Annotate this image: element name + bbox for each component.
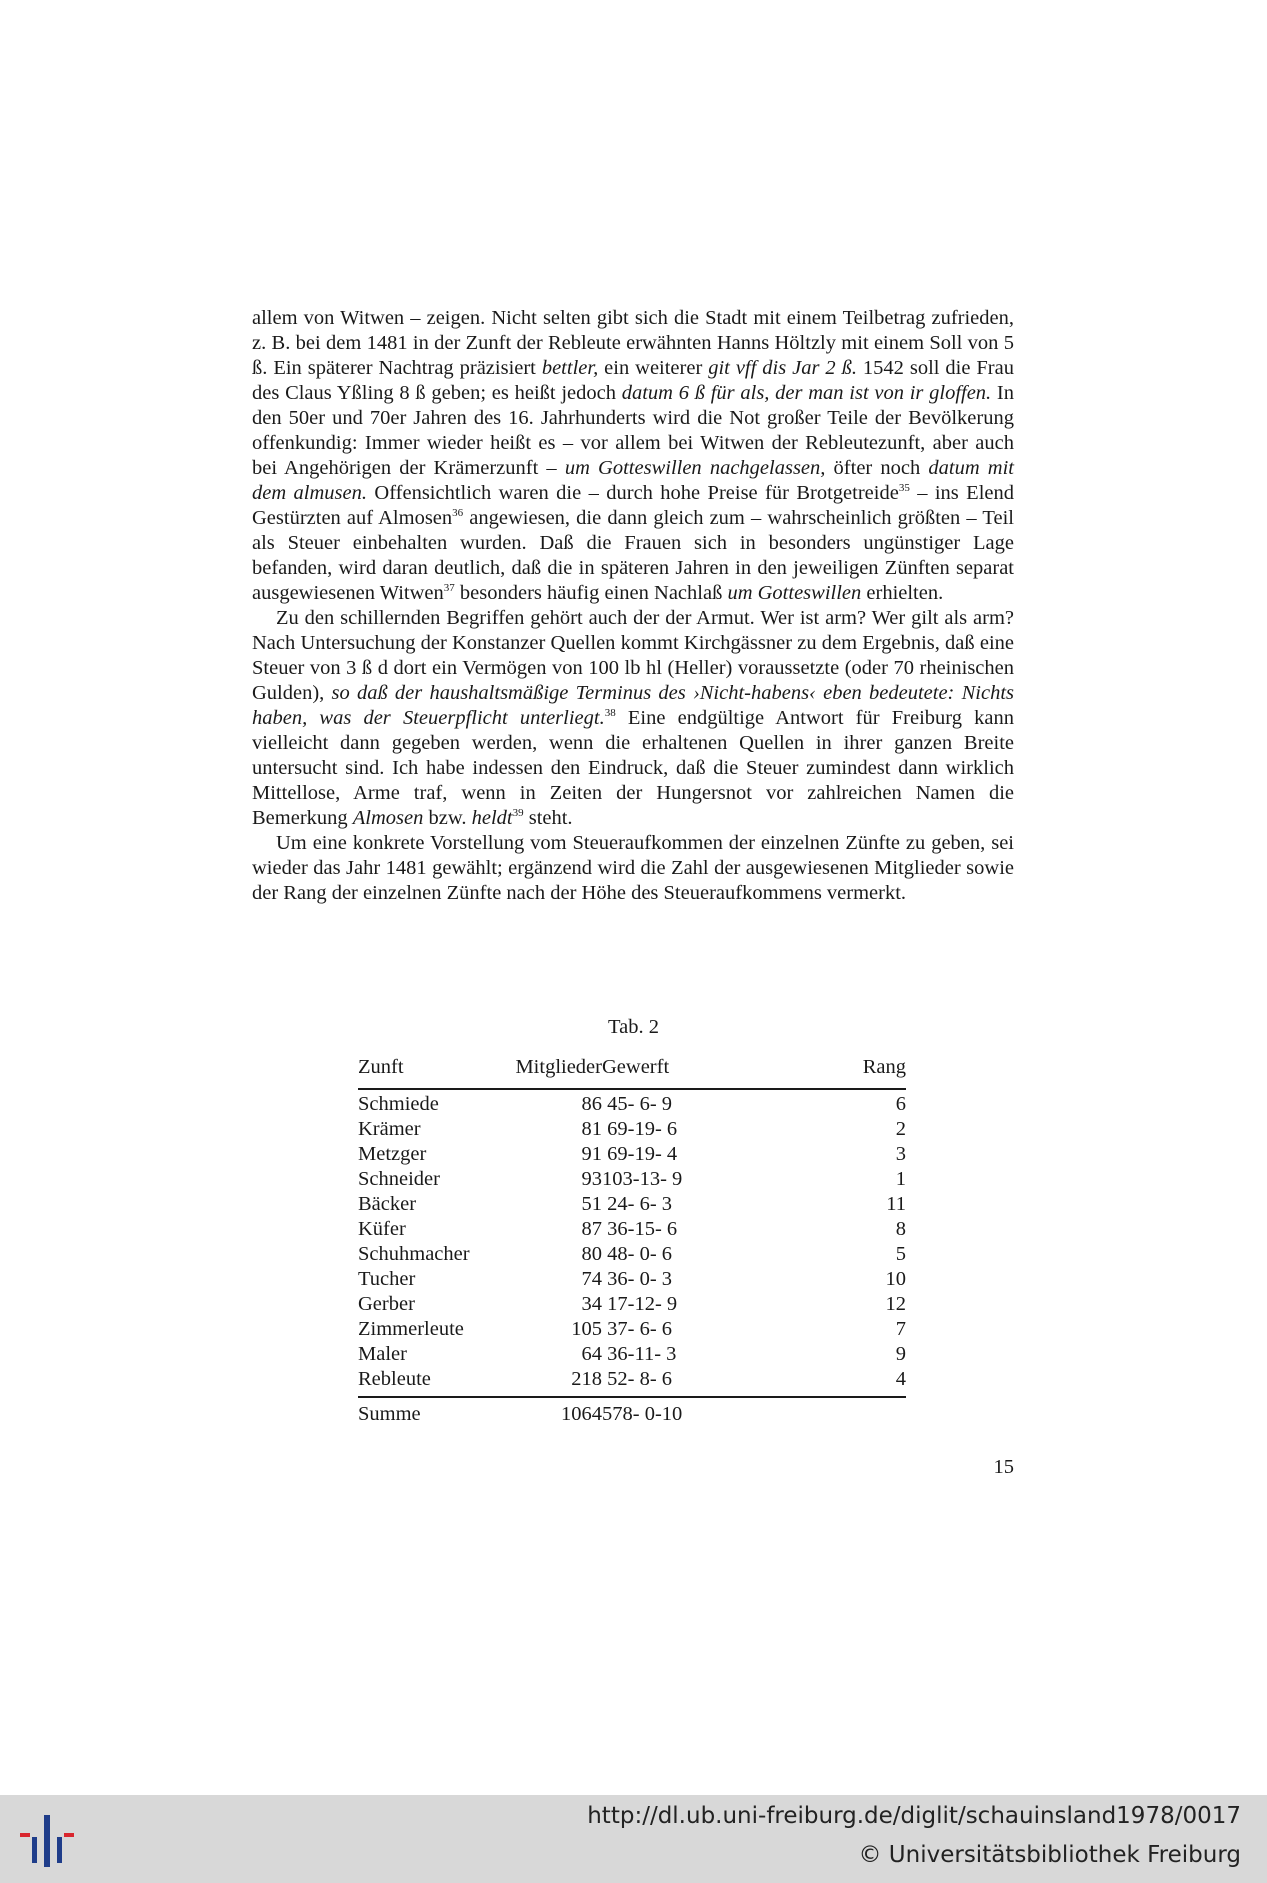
sum-paid: 578- 0-10 (602, 1402, 683, 1425)
cell-gewerft: 37- 6- 6 (602, 1318, 673, 1340)
text-span: Offensichtlich waren die – durch hohe Preise für Brotgetreide (367, 482, 899, 504)
italic-span: so daß der haushaltsmäßige Terminus des ›Nicht-habens‹ eben bedeutete: Nichts haben, was der Steuerpflicht unterliegt. (252, 682, 1014, 729)
italic-span: datum mit dem almusen. (252, 457, 1015, 504)
table-row (358, 1342, 906, 1367)
cell-mitglieder: 91 (581, 1143, 602, 1165)
header-mitglieder: Mitglieder (515, 1055, 602, 1078)
cell-zunft: Gerber (358, 1293, 415, 1315)
cell-gewerft: 48- 0- 6 (602, 1243, 673, 1265)
italic-span: um Gotteswillen nachgelassen, (564, 457, 826, 479)
cell-gewerft: 36-11- 3 (602, 1343, 677, 1365)
footnote-marker: 37 (443, 582, 455, 595)
table-caption (0, 1016, 1267, 1039)
paragraph (252, 606, 1014, 831)
table-row (358, 1089, 906, 1117)
cell-rang: 12 (885, 1293, 906, 1315)
cell-rang: 1 (895, 1168, 906, 1190)
table-header-row (358, 1052, 906, 1089)
footnote-marker: 35 (898, 482, 910, 495)
text-span: öfter noch (825, 457, 929, 479)
header-rang: Rang (862, 1055, 906, 1078)
text-span: steht. (523, 807, 573, 829)
cell-zunft: Zimmerleute (358, 1318, 464, 1340)
cell-zunft: Metzger (358, 1143, 427, 1165)
ub-freiburg-logo-icon (16, 1809, 80, 1873)
cell-gewerft: 36-15- 6 (602, 1218, 678, 1240)
table-row (358, 1242, 906, 1267)
table-row (358, 1267, 906, 1292)
text-span: Zu den schillernden Begriffen gehört auch der der Armut. Wer ist arm? Wer gilt als arm? Nach Untersuchung der Konstanzer Quellen kommt Kirchgässner zu dem Ergebnis, daß eine Steuer von 3 ß d dort ein Vermögen von 100 lb hl (Heller) voraussetzte (oder 70 rheinischen Gulden), (252, 607, 1014, 704)
body-text (252, 306, 1014, 906)
italic-span: git vff dis Jar 2 ß. (708, 357, 857, 379)
cell-rang: 8 (895, 1218, 906, 1240)
cell-gewerft: 45- 6- 9 (602, 1093, 673, 1115)
cell-zunft: Rebleute (358, 1368, 431, 1390)
text-span: 1542 soll die Frau des Claus Yßling 8 ß geben; es heißt jedoch (252, 357, 1014, 404)
logo-bar-left (32, 1837, 37, 1863)
cell-rang: 11 (886, 1193, 906, 1215)
table-row (358, 1142, 906, 1167)
sum-members: 1064 (561, 1402, 602, 1425)
cell-zunft: Schneider (358, 1168, 440, 1190)
cell-gewerft: 17-12- 9 (602, 1293, 678, 1315)
text-span: Um eine konkrete Vorstellung vom Steueraufkommen der einzelnen Zünfte zu geben, sei wieder das Jahr 1481 gewählt; ergänzend wird die Zahl der ausgewiesenen Mitglieder sowie der Rang der einzelnen Zünfte nach der Höhe des Steueraufkommens vermerkt. (252, 832, 1014, 904)
logo-dash-right (64, 1833, 74, 1837)
table-sum (358, 1397, 906, 1428)
table-row (358, 1167, 906, 1192)
cell-mitglieder: 81 (581, 1118, 602, 1140)
paragraph (252, 306, 1014, 606)
cell-mitglieder: 87 (581, 1218, 602, 1240)
guild-tax-table (358, 1052, 906, 1428)
cell-mitglieder: 34 (581, 1293, 602, 1315)
cell-gewerft: 69-19- 6 (602, 1118, 678, 1140)
cell-zunft: Krämer (358, 1118, 421, 1140)
viewer-footer (0, 1795, 1267, 1883)
cell-zunft: Schuhmacher (358, 1243, 470, 1265)
cell-zunft: Bäcker (358, 1193, 417, 1215)
permalink-url[interactable]: http://dl.ub.uni-freiburg.de/diglit/schauinsland1978/0017 (587, 1803, 1241, 1829)
italic-span: um Gotteswillen (727, 582, 862, 604)
table-row (358, 1317, 906, 1342)
text-span: erhielten. (861, 582, 944, 604)
copyright-notice: © Universitätsbibliothek Freiburg (858, 1842, 1241, 1868)
cell-gewerft: 36- 0- 3 (602, 1268, 673, 1290)
cell-gewerft: 103-13- 9 (602, 1168, 683, 1190)
cell-rang: 5 (895, 1243, 906, 1265)
cell-zunft: Maler (358, 1343, 407, 1365)
table-row (358, 1292, 906, 1317)
cell-zunft: Tucher (358, 1268, 416, 1290)
header-zunft: Zunft (358, 1055, 404, 1078)
cell-zunft: Schmiede (358, 1093, 439, 1115)
page-number: 15 (993, 1456, 1014, 1478)
cell-rang: 4 (895, 1368, 906, 1390)
footnote-marker: 39 (512, 807, 524, 820)
paragraph (252, 831, 1014, 906)
cell-mitglieder: 86 (581, 1093, 602, 1115)
sum-label: Summe (358, 1402, 421, 1425)
cell-rang: 3 (895, 1143, 906, 1165)
italic-span: bettler, (541, 357, 599, 379)
cell-gewerft: 69-19- 4 (602, 1143, 678, 1165)
cell-gewerft: 52- 8- 6 (602, 1368, 673, 1390)
cell-mitglieder: 93 (581, 1168, 602, 1190)
text-span: ein weiterer (598, 357, 709, 379)
footnote-marker: 38 (604, 707, 616, 720)
header-gewerft: Gewerft (602, 1055, 670, 1078)
cell-rang: 2 (895, 1118, 906, 1140)
italic-span: Almosen (352, 807, 424, 829)
sum-row (358, 1397, 906, 1428)
table-caption-label: Tab. 2 (608, 1016, 659, 1038)
text-span: angewiesen, die dann gleich zum – wahrscheinlich größten – Teil als Steuer einbehalten wurden. Daß die Frauen sich in besonders ungünstiger Lage befanden, wird daran deutlich, daß die in späteren Jahren in den jeweiligen Zünften separat ausgewiesenen Witwen (252, 507, 1014, 604)
cell-mitglieder: 51 (581, 1193, 602, 1215)
logo-bar-right (57, 1837, 62, 1863)
cell-gewerft: 24- 6- 3 (602, 1193, 673, 1215)
sum-rank-empty (802, 1397, 906, 1428)
table-row (358, 1217, 906, 1242)
footnote-marker: 36 (452, 507, 464, 520)
cell-rang: 9 (895, 1343, 906, 1365)
table-row (358, 1192, 906, 1217)
cell-mitglieder: 74 (581, 1268, 602, 1290)
italic-span: datum 6 ß für als, der man ist von ir gloffen. (621, 382, 992, 404)
cell-zunft: Küfer (358, 1218, 406, 1240)
text-span: bzw. (423, 807, 472, 829)
table-body (358, 1089, 906, 1397)
italic-span: heldt (471, 807, 513, 829)
table-row (358, 1367, 906, 1397)
cell-mitglieder: 105 (571, 1318, 602, 1340)
text-span: Eine endgültige Antwort für Freiburg kann vielleicht dann gegeben werden, wenn die erhaltenen Quellen in ihrer ganzen Breite untersucht sind. Ich habe indessen den Eindruck, daß die Steuer zumindest dann wirklich Mittellose, Arme traf, wenn in Zeiten der Hungersnot vor zahlreichen Namen die Bemerkung (252, 707, 1014, 829)
text-span: – ins Elend Gestürzten auf Almosen (252, 482, 1014, 529)
cell-rang: 10 (885, 1268, 906, 1290)
logo-dash-left (20, 1833, 30, 1837)
text-span: allem von Witwen – zeigen. Nicht selten gibt sich die Stadt mit einem Teilbetrag zufrieden, z. B. bei dem 1481 in der Zunft der Rebleute erwähnten Hanns Höltzly mit einem Soll von 5 ß. Ein späterer Nachtrag präzisiert (252, 307, 1014, 379)
cell-mitglieder: 80 (581, 1243, 602, 1265)
cell-rang: 7 (895, 1318, 906, 1340)
cell-mitglieder: 64 (581, 1343, 602, 1365)
cell-rang: 6 (895, 1093, 906, 1115)
text-span: besonders häufig einen Nachlaß (454, 582, 728, 604)
cell-mitglieder: 218 (571, 1368, 602, 1390)
text-span: In den 50er und 70er Jahren des 16. Jahrhunderts wird die Not großer Teile der Bevölkerung offenkundig: Immer wieder heißt es – vor allem bei Witwen der Rebleutezunft, aber auch bei Angehörigen der Krämerzunft – (252, 382, 1015, 479)
table-row (358, 1117, 906, 1142)
logo-bar-center (44, 1815, 50, 1867)
